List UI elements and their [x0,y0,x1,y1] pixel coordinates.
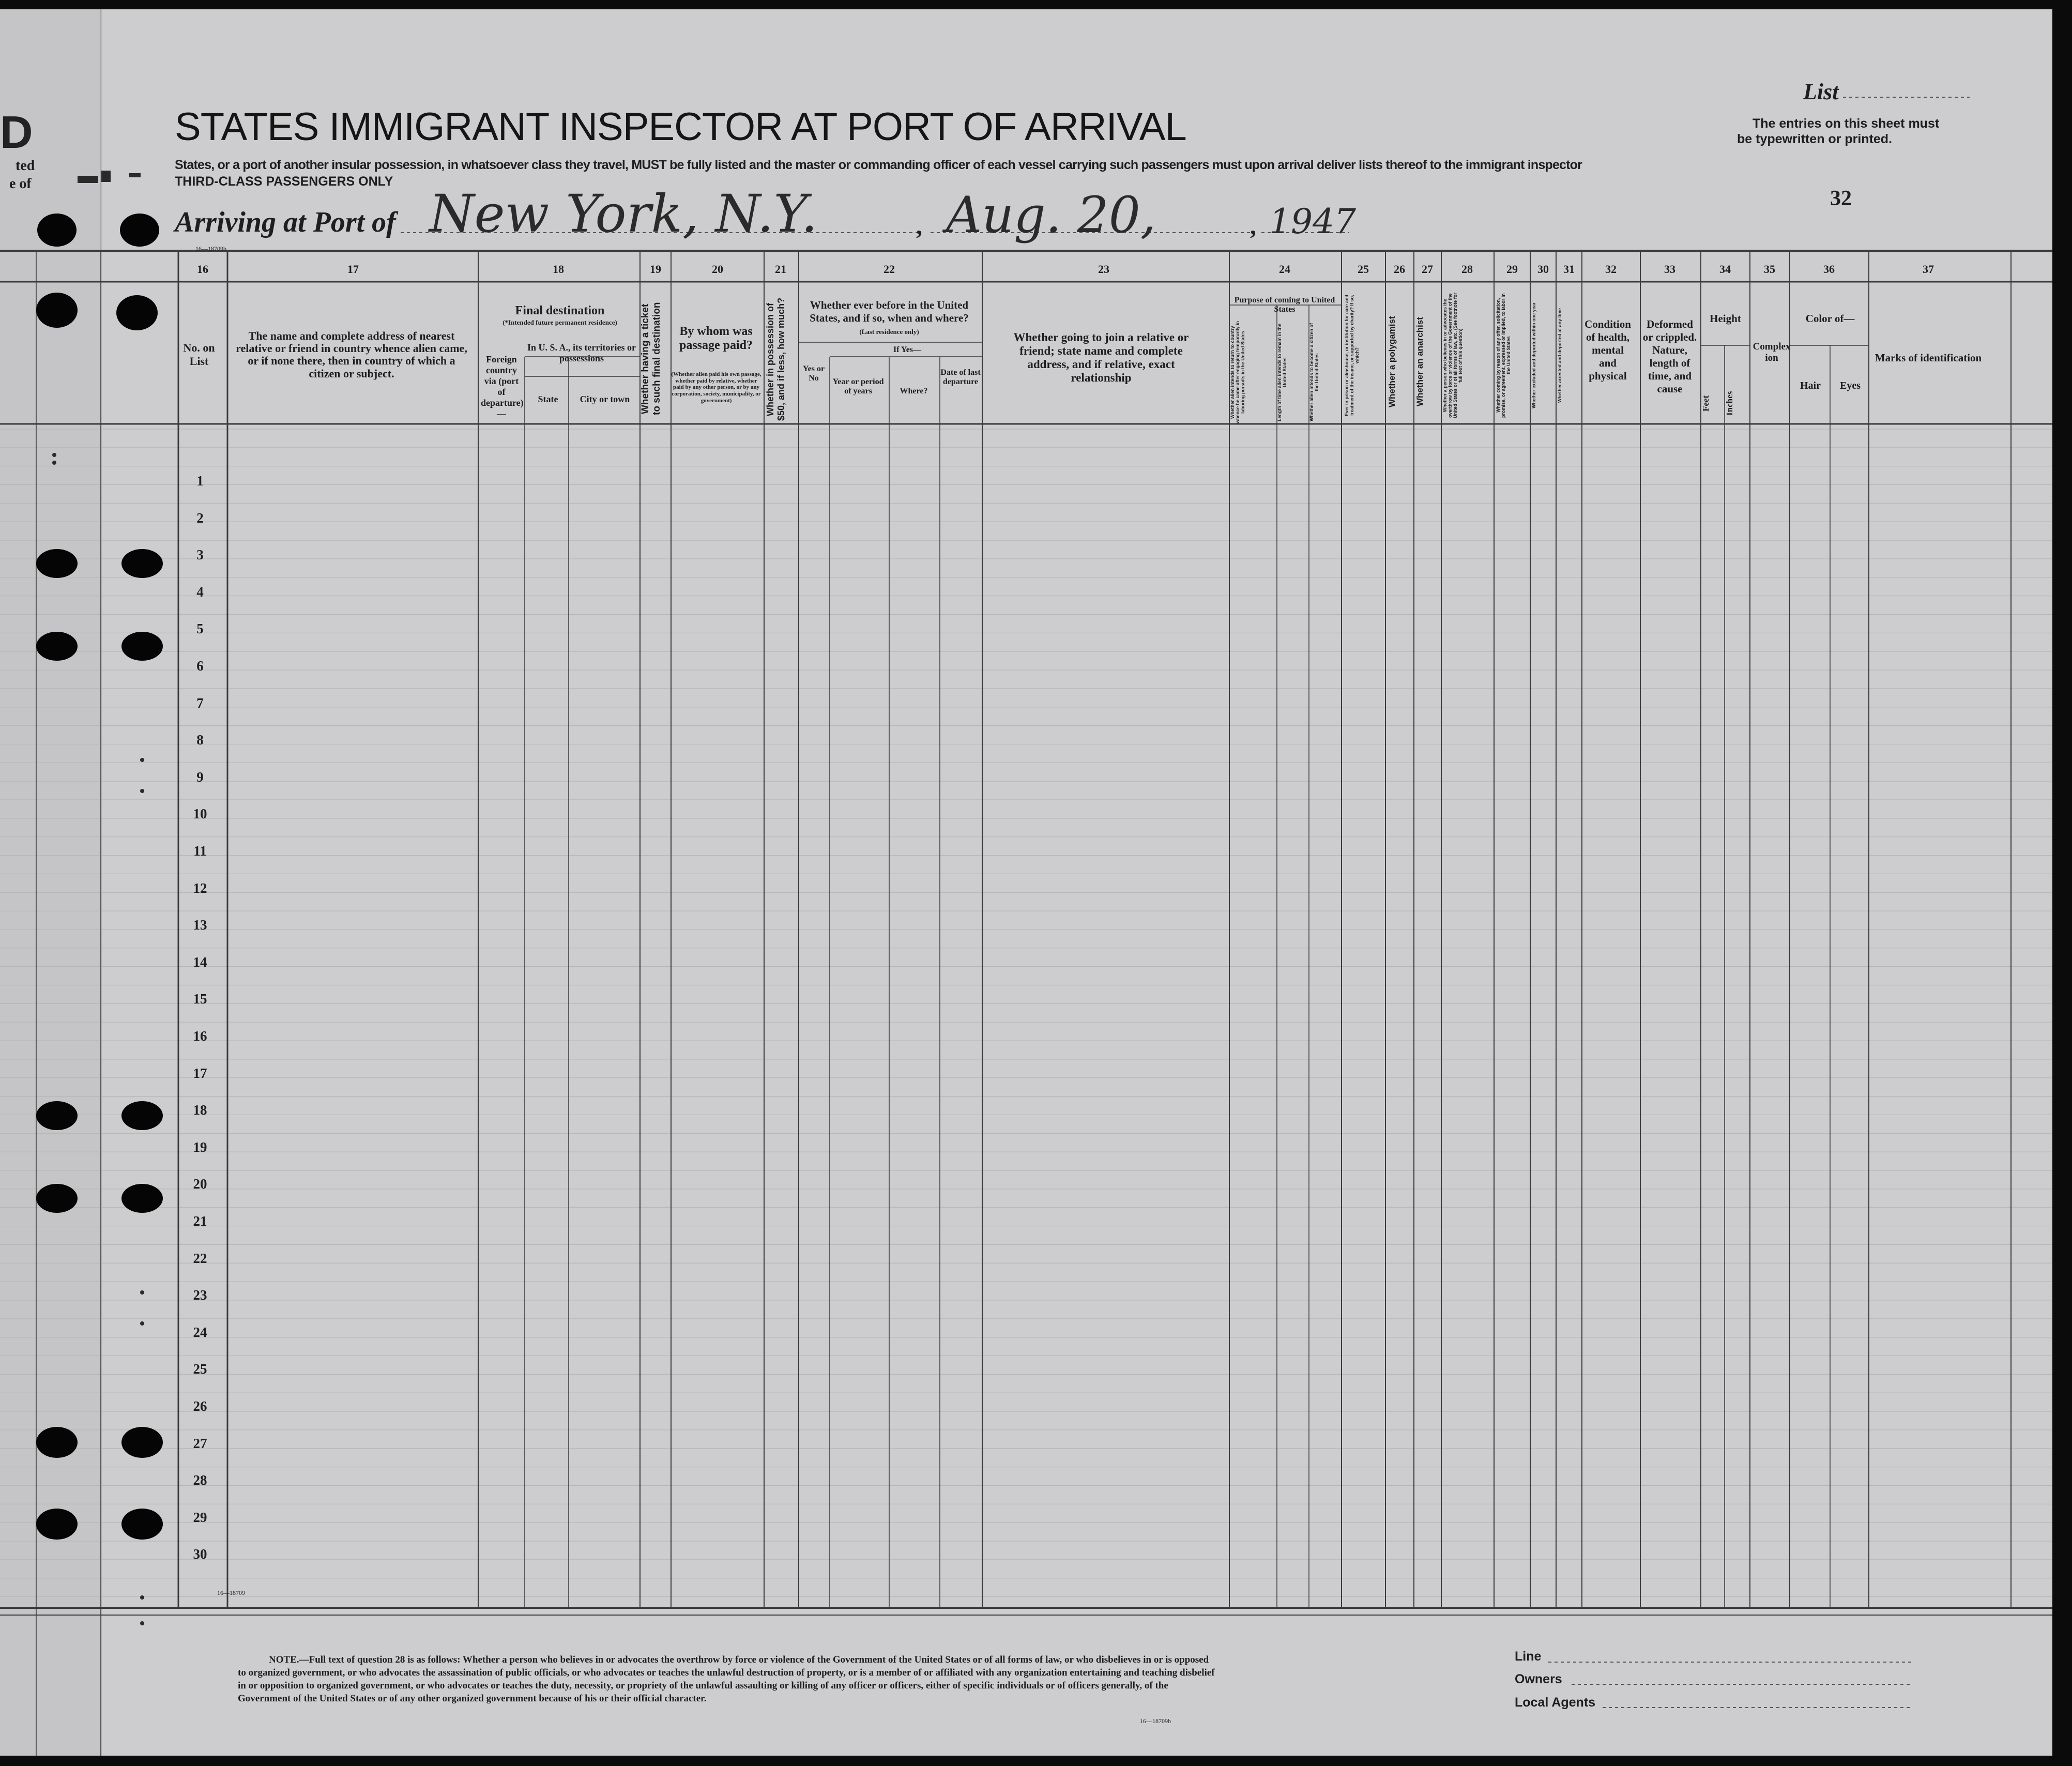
form-code-mid: 16—18709 [217,1589,245,1596]
column-number: 16 [197,263,208,276]
column-number: 23 [1098,263,1109,276]
header-arrested: Whether arrested and deported at any time [1557,308,1562,403]
header-offer-labor: Whether coming by reason of any offer, solicitation, promise, or agreement, expressed or implied, to labor in the United States [1496,293,1511,418]
row-number: 5 [196,621,204,637]
column-number: 35 [1764,263,1775,276]
header-hair: Hair [1800,380,1821,391]
header-year-period: Year or period of years [832,377,884,395]
header-deformed: Deformed or crippled. Nature, length of time, and cause [1642,318,1697,395]
header-excluded: Whether excluded and deported within one year [1531,302,1536,409]
column-number: 19 [650,263,661,276]
column-number: 37 [1923,263,1934,276]
header-where: Where? [900,387,928,395]
header-state: State [538,394,558,404]
header-ever-before-note: (Last residence only) [859,328,919,336]
header-purpose-length: Length of time alien intends to remain in the United States [1277,323,1287,421]
row-number: 12 [193,880,207,896]
row-number: 23 [193,1287,207,1303]
header-health: Condition of health, mental and physical [1585,318,1631,382]
left-cut-e-of: e of [9,176,32,192]
header-inches: Inches [1725,391,1734,416]
row-number: 7 [196,695,204,711]
column-number: 30 [1537,263,1549,276]
header-color-of: Color of— [1805,312,1855,325]
entries-note-2: be typewritten or printed. [1737,132,1893,146]
row-number: 16 [193,1028,207,1044]
left-cut-ted: ted [16,158,35,174]
row-number: 2 [196,510,204,526]
left-fold-strip [0,9,101,1756]
row-number: 21 [193,1213,207,1229]
column-number: 32 [1605,263,1617,276]
row-number: 20 [193,1176,207,1192]
header-feet: Feet [1701,395,1711,412]
header-final-destination: Final destination [515,304,605,317]
column-number: 34 [1719,263,1731,276]
header-date-departure: Date of last departure [940,368,981,386]
column-number: 28 [1461,263,1473,276]
class-note: THIRD-CLASS PASSENGERS ONLY [175,174,393,189]
column-number: 26 [1394,263,1405,276]
header-anarchist: Whether an anarchist [1415,317,1425,407]
header-passage-paid: By whom was passage paid? [679,325,753,352]
column-number: 36 [1823,263,1835,276]
header-prison: Ever in prison or almshouse, or institution for care and treatment of the insane, or supported by charity? If so, which? [1344,294,1360,417]
header-final-destination-note: (*Intended future permanent residence) [502,318,617,326]
column-number: 20 [712,263,723,276]
form-code-bottom: 16—18709b [1140,1717,1171,1725]
port-value: New York, N.Y. [429,184,818,244]
header-marks: Marks of identification [1875,352,1982,364]
header-polygamist: Whether a polygamist [1387,316,1397,408]
left-cut-d: D [0,106,33,158]
header-ever-before: Whether ever before in the United States, and if so, when and where? [810,299,969,324]
page-title: STATES IMMIGRANT INSPECTOR AT PORT OF ARRIVAL [175,105,1186,149]
row-number: 13 [193,917,207,933]
row-number: 28 [193,1472,207,1488]
form-code-top: 16—18709b [195,245,226,252]
header-purpose-citizen: Whether alien intends to become a citizen of the United States [1309,323,1319,422]
line-label: Line [1515,1649,1542,1664]
owners-label: Owners [1515,1672,1562,1686]
row-number: 9 [196,769,204,785]
column-number: 24 [1279,263,1290,276]
header-passage-note: (Whether alien paid his own passage, whether paid by relative, whether paid by any other person, or by any corporation, society, municipality, or government) [671,371,761,404]
comma-2: , [1250,212,1256,240]
row-number: 8 [196,732,204,748]
header-purpose: Purpose of coming to United States [1234,296,1335,314]
row-number: 24 [193,1324,207,1340]
year-value: 1947 [1269,202,1356,241]
header-complexion: Complexion [1753,341,1791,363]
header-foreign-country: Foreign country via (port of departure)— [481,354,524,419]
row-number: 11 [193,843,207,859]
column-number: 27 [1422,263,1433,276]
arriving-label: Arriving at Port of [175,206,396,238]
column-number: 22 [883,263,895,276]
paper [0,9,2052,1756]
row-number: 14 [193,954,207,970]
comma-1: , [916,212,922,240]
header-eyes: Eyes [1840,380,1861,391]
header-in-usa: In U. S. A., its territories or possessions [527,342,636,363]
header-nearest-relative: The name and complete address of nearest relative or friend in country whence alien came, or if none there, then in country of which a citizen or subject. [236,329,467,380]
date-value: Aug. 20, [946,186,1156,244]
header-purpose-return: Whether alien intends to return to country whence he came after engaging temporarily in laboring pursuits in the United States [1230,321,1245,424]
page-number: 32 [1830,187,1852,210]
column-number: 18 [553,263,564,276]
row-number: 1 [196,473,204,489]
row-number: 19 [193,1139,207,1155]
entries-note-1: The entries on this sheet must [1753,116,1940,131]
row-number: 26 [193,1398,207,1414]
column-number: 29 [1506,263,1518,276]
row-number: 4 [196,584,204,600]
header-no-on-list: No. on List [183,341,215,368]
page-subtitle: States, or a port of another insular possession, in whatsoever class they travel, MUST be fully listed and the master or commanding officer of each vessel carrying such passengers must upon arrival deliver lists thereof to the immigrant inspector [175,158,1582,172]
row-number: 15 [193,991,207,1007]
header-city: City or town [580,394,630,404]
footnote: NOTE.—Full text of question 28 is as follows: Whether a person who believes in or advocates the overthrow by force or violence of the Government of the United States or of all forms of law, or who disbelieves in or is opposed to organized government, or who advocates the assassination of public officials, or who advocates or teaches the unlawful destruction of property, or is a member of or affiliated with any organization entertaining and teaching disbelief in or opposition to organized government, or who advocates or teaches the duty, necessity, or propriety of the unlawful assaulting or killing of any officer or officers, either of specific individuals or of officers generally, of the Government of the United States or of any other organized government because of his or their official character. [238,1654,1215,1704]
row-number: 6 [196,658,204,674]
row-number: 30 [193,1546,207,1562]
list-label: List [1803,79,1839,104]
row-number: 22 [193,1250,207,1266]
header-join-relative: Whether going to join a relative or friend; state name and complete address, and if relative, exact relationship [1013,331,1189,384]
local-agents-label: Local Agents [1515,1695,1596,1710]
header-overthrow: Whether a person who believes in or advocates the overthrow by force or violence of the Government of the United States or of all forms of law, etc. (See footnote for full text of this question) [1442,293,1463,418]
row-number: 17 [193,1065,207,1081]
column-number: 31 [1563,263,1575,276]
row-number: 29 [193,1509,207,1525]
header-ticket: Whether having a ticket to such final destination [640,302,662,416]
row-number: 18 [193,1102,207,1118]
row-number: 3 [196,547,204,563]
header-fifty-dollars: Whether in possession of $50, and if less, how much? [765,297,786,421]
header-yes-or-no: Yes or No [802,364,825,383]
row-number: 27 [193,1435,207,1451]
row-number: 10 [193,806,207,822]
header-height: Height [1710,312,1741,325]
column-number: 33 [1664,263,1675,276]
column-number: 21 [775,263,786,276]
header-if-yes: If Yes— [893,345,922,354]
column-number: 17 [347,263,359,276]
row-number: 25 [193,1361,207,1377]
column-number: 25 [1358,263,1369,276]
